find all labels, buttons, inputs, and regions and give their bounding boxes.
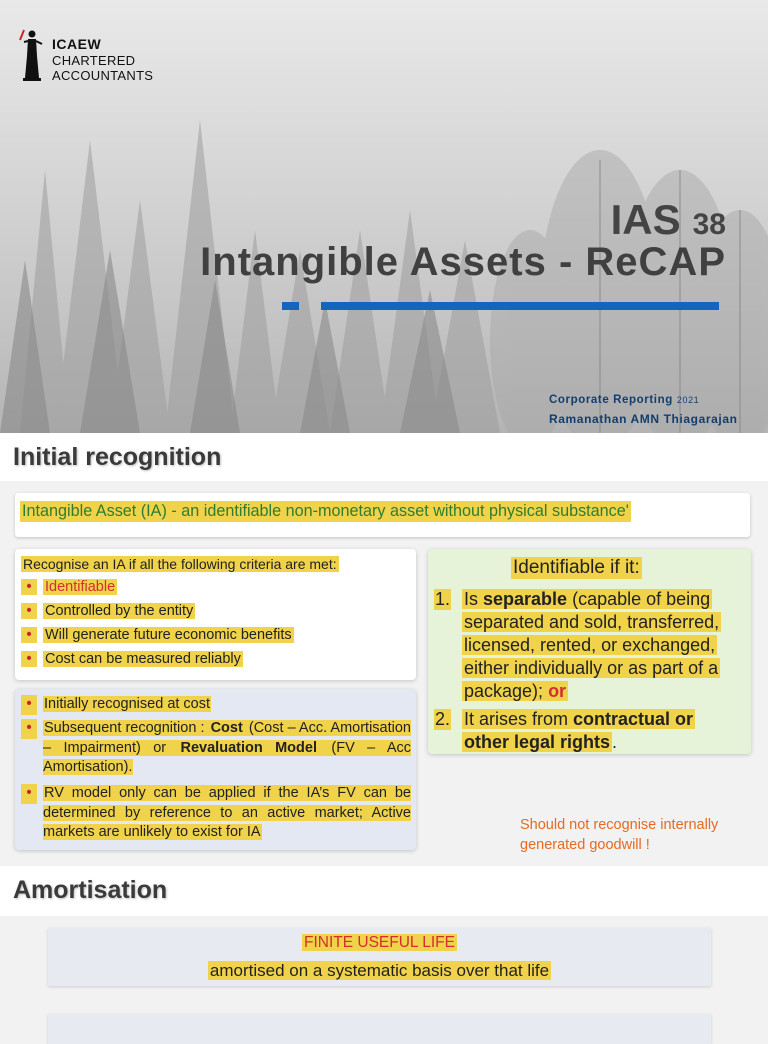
legal-rights-keyword: other legal rights xyxy=(464,732,611,752)
finite-life-box xyxy=(48,928,711,986)
finite-life-description: amortised on a systematic basis over that life xyxy=(209,961,550,980)
identifiable-text: It arises from xyxy=(464,709,574,729)
bullet-icon: • xyxy=(21,651,37,667)
section-header-initial-recognition xyxy=(0,433,768,481)
recognition-item xyxy=(21,719,411,778)
course-label xyxy=(549,394,699,406)
identifiable-line xyxy=(462,731,617,754)
finite-life-title: FINITE USEFUL LIFE xyxy=(303,934,455,951)
identifiable-line xyxy=(462,657,720,680)
list-number: 1. xyxy=(435,589,451,609)
separable-keyword: separable xyxy=(483,589,568,609)
bullet-icon: • xyxy=(21,784,37,804)
identifiable-line xyxy=(462,708,695,731)
identifiable-text: . xyxy=(612,732,618,752)
identifiable-text: (capable of being xyxy=(567,589,711,609)
course-name: Corporate Reporting xyxy=(549,394,673,406)
title-hero xyxy=(0,0,768,433)
revaluation-condition-text: RV model only can be applied if the IA’s FV can be determined by reference to an active market; Active markets are unlikely to exist for IA xyxy=(43,785,411,840)
criteria-intro: Recognise an IA if all the following criteria are met: xyxy=(23,556,337,572)
criteria-item xyxy=(21,579,117,595)
identifiable-line xyxy=(462,680,568,703)
recognition-box xyxy=(15,689,416,850)
criteria-item xyxy=(21,651,243,667)
standard-prefix: IAS xyxy=(610,196,681,243)
identifiable-line xyxy=(462,588,712,611)
identifiable-text: Is xyxy=(464,589,484,609)
standard-number: 38 xyxy=(692,208,726,241)
identifiable-text: package); xyxy=(464,681,549,701)
definition-text: Intangible Asset (IA) - an identifiable non-monetary asset without physical substance' xyxy=(22,502,629,520)
criteria-item-label: Will generate future economic benefits xyxy=(45,627,292,643)
contractual-keyword: contractual or xyxy=(573,709,694,729)
identifiable-text: licensed, rented, or exchanged, xyxy=(464,635,716,655)
goodwill-note-line: generated goodwill ! xyxy=(520,837,650,853)
section-title: Amortisation xyxy=(13,876,168,904)
identifiable-box xyxy=(428,549,751,754)
section-header-amortisation xyxy=(0,866,768,916)
standard-title xyxy=(611,196,726,244)
criteria-box xyxy=(15,549,416,680)
revaluation-model-formula: (FV – Acc Amortisation). xyxy=(43,739,411,775)
criteria-item xyxy=(21,627,294,643)
criteria-item-label: Identifiable xyxy=(45,579,116,595)
recognition-initial-text: Initially recognised at cost xyxy=(44,696,211,712)
cost-model-formula: (Cost – Acc. Amortisation – Impairment) or xyxy=(43,720,411,756)
logo-line-1: ICAEW xyxy=(52,36,102,52)
section-title: Initial recognition xyxy=(13,443,222,471)
or-keyword: or xyxy=(548,681,567,701)
criteria-item-label: Controlled by the entity xyxy=(45,603,194,619)
identifiable-text: either individually or as part of a xyxy=(464,658,719,678)
recognition-item xyxy=(21,784,411,843)
presentation-title: Intangible Assets - ReCAP xyxy=(200,240,726,284)
recognition-subsequent-prefix: Subsequent recognition : xyxy=(44,720,209,736)
identifiable-line xyxy=(462,634,717,657)
bullet-icon: • xyxy=(21,627,37,643)
logo-line-2: CHARTERED xyxy=(52,53,136,68)
bullet-icon: • xyxy=(21,719,37,739)
identifiable-line xyxy=(462,611,721,634)
bullet-icon: • xyxy=(21,695,37,715)
accent-bar-long xyxy=(321,302,719,310)
accent-bar-short xyxy=(282,302,299,310)
cost-model-label: Cost xyxy=(210,720,243,736)
goodwill-note-line: Should not recognise internally xyxy=(520,817,719,833)
definition-box xyxy=(15,493,750,537)
bullet-icon: • xyxy=(21,579,37,595)
icaew-logo xyxy=(18,26,198,86)
revaluation-model-label: Revaluation Model xyxy=(180,739,317,756)
justice-figure-icon xyxy=(18,26,46,82)
course-year: 2021 xyxy=(676,395,700,405)
logo-line-3: ACCOUNTANTS xyxy=(52,68,154,83)
recognition-item xyxy=(21,695,411,715)
goodwill-note xyxy=(520,815,718,855)
identifiable-text: separated and sold, transferred, xyxy=(464,612,720,632)
bullet-icon: • xyxy=(21,603,37,619)
author-name: Ramanathan AMN Thiagarajan xyxy=(549,412,738,426)
list-number: 2. xyxy=(435,709,451,729)
criteria-item-label: Cost can be measured reliably xyxy=(45,651,241,667)
identifiable-title: Identifiable if it: xyxy=(513,557,640,578)
criteria-item xyxy=(21,603,195,619)
next-content-box xyxy=(48,1014,711,1044)
